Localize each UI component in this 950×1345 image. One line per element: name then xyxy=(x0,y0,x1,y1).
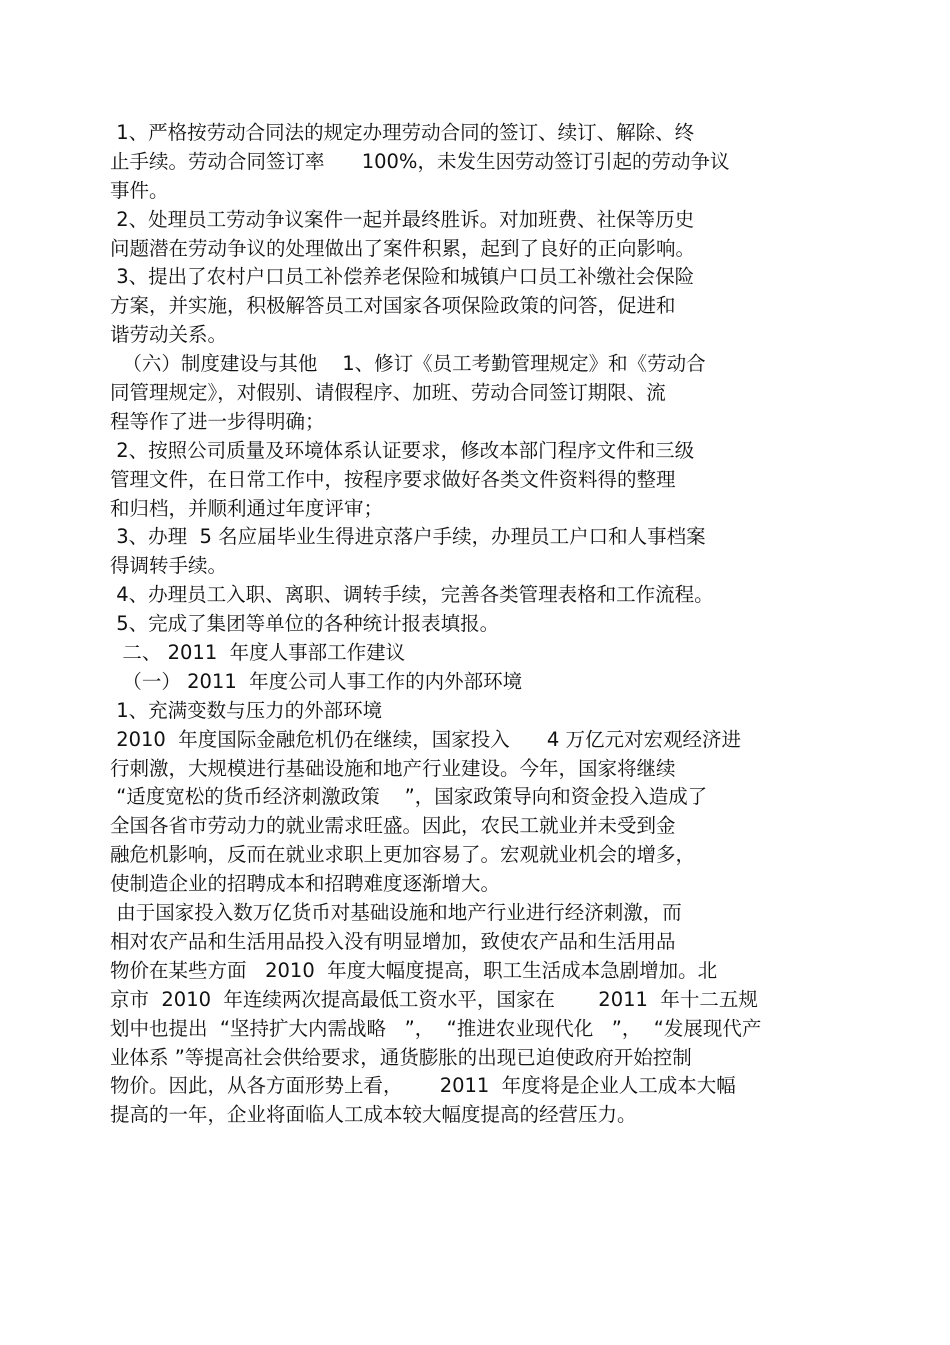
text-line: 划中也提出 “坚持扩大内需战略 ”， “推进农业现代化 ”， “发展现代产 xyxy=(110,1016,762,1040)
text-line: 管理文件，在日常工作中，按程序要求做好各类文件资料得的整理 xyxy=(110,467,676,491)
text-line: 方案，并实施，积极解答员工对国家各项保险政策的问答，促进和 xyxy=(110,294,676,318)
text-line: 4、办理员工入职、离职、调转手续，完善各类管理表格和工作流程。 xyxy=(110,583,714,607)
text-line: （六）制度建设与其他 1、修订《员工考勤管理规定》和《劳动合 xyxy=(110,352,706,376)
text-line: 京市 2010 年连续两次提高最低工资水平，国家在 2011 年十二五规 xyxy=(110,987,758,1011)
text-line: 1、严格按劳动合同法的规定办理劳动合同的签订、续订、解除、终 xyxy=(110,121,695,144)
section-heading: 二、 2011 年度人事部工作建议 xyxy=(110,641,406,665)
text-line: 使制造企业的招聘成本和招聘难度逐渐增大。 xyxy=(110,872,501,896)
text-line: 得调转手续。 xyxy=(110,554,228,578)
text-line: “适度宽松的货币经济刺激政策 ”，国家政策导向和资金投入造成了 xyxy=(110,785,708,809)
text-line: 提高的一年，企业将面临人工成本较大幅度提高的经营压力。 xyxy=(110,1103,637,1127)
text-line: 止手续。劳动合同签订率 100%，未发生因劳动签订引起的劳动争议 xyxy=(110,149,730,173)
text-line: 问题潜在劳动争议的处理做出了案件积累，起到了良好的正向影响。 xyxy=(110,236,696,260)
text-line: 行刺激，大规模进行基础设施和地产行业建设。今年，国家将继续 xyxy=(110,756,676,780)
text-line: 物价在某些方面 2010 年度大幅度提高，职工生活成本急剧增加。北 xyxy=(110,958,718,982)
text-line: 事件。 xyxy=(110,178,169,202)
text-line: 相对农产品和生活用品投入没有明显增加，致使农产品和生活用品 xyxy=(110,929,676,953)
text-line: 2、处理员工劳动争议案件一起并最终胜诉。对加班费、社保等历史 xyxy=(110,207,695,231)
text-line: 谐劳动关系。 xyxy=(110,323,228,347)
text-line: 融危机影响，反而在就业求职上更加容易了。宏观就业机会的增多， xyxy=(110,843,696,867)
subsection-heading: （一） 2011 年度公司人事工作的内外部环境 xyxy=(110,669,523,693)
text-line: 全国各省市劳动力的就业需求旺盛。因此，农民工就业并未受到金 xyxy=(110,814,676,838)
text-line: 3、办理 5 名应届毕业生得进京落户手续，办理员工户口和人事档案 xyxy=(110,525,706,549)
text-line: 5、完成了集团等单位的各种统计报表填报。 xyxy=(110,612,500,636)
text-line: 和归档，并顺利通过年度评审； xyxy=(110,496,384,520)
text-line: 由于国家投入数万亿货币对基础设施和地产行业进行经济刺激，而 xyxy=(110,901,682,925)
text-line: 物价。因此，从各方面形势上看， 2011 年度将是企业人工成本大幅 xyxy=(110,1074,736,1098)
text-line: 程等作了进一步得明确； xyxy=(110,409,325,433)
text-line: 同管理规定》，对假别、请假程序、加班、劳动合同签订期限、流 xyxy=(110,381,666,405)
text-line: 2010 年度国际金融危机仍在继续，国家投入 4 万亿元对宏观经济进 xyxy=(110,727,742,751)
subsection-heading: 1、充满变数与压力的外部环境 xyxy=(110,698,383,722)
text-line: 2、按照公司质量及环境体系认证要求，修改本部门程序文件和三级 xyxy=(110,438,695,462)
text-line: 3、提出了农村户口员工补偿养老保险和城镇户口员工补缴社会保险 xyxy=(110,265,695,289)
document-body xyxy=(110,119,822,1130)
text-line: 业体系 ”等提高社会供给要求，通货膨胀的出现已迫使政府开始控制 xyxy=(110,1045,692,1069)
